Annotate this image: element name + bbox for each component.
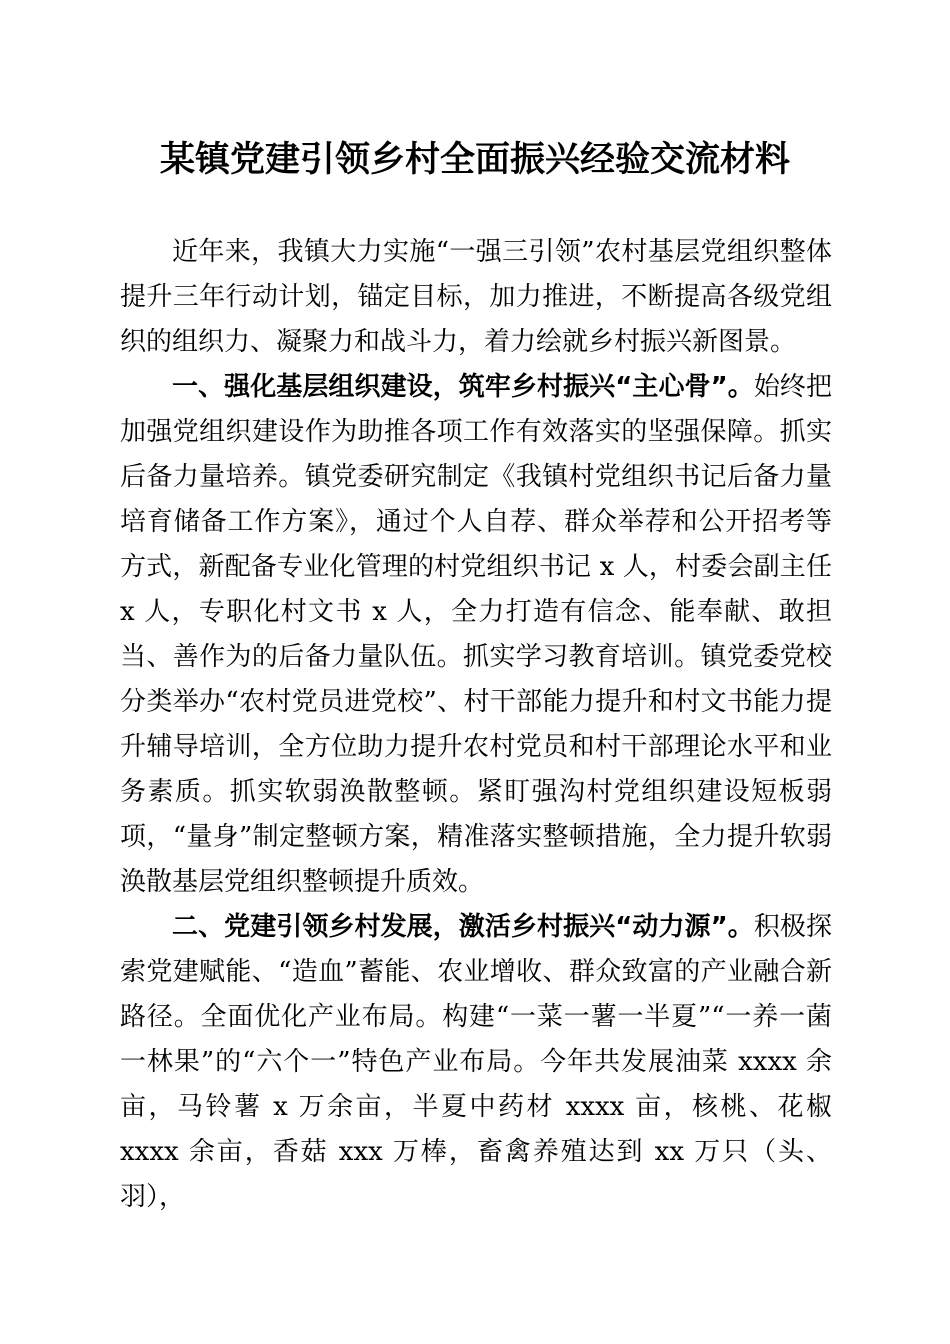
section-2-heading: 二、党建引领乡村发展，激活乡村振兴“动力源”。 — [172, 912, 754, 942]
section-2-body: 积极探索党建赋能、“造血”蓄能、农业增收、群众致富的产业融合新路径。全面优化产业布局。构建“一菜一薯一半夏”“一养一菌一林果”的“六个一”特色产业布局。今年共发展油菜 xxxx 余亩，马铃薯 x 万余亩，半夏中药材 xxxx 亩，核桃、花椒 xxxx 余亩，香菇 xxx 万棒，畜禽养殖达到 xx 万只（头、羽）， — [120, 912, 832, 1212]
section-2-paragraph — [120, 905, 832, 1220]
section-1-heading: 一、强化基层组织建设，筑牢乡村振兴“主心骨”。 — [172, 372, 754, 402]
document-body — [120, 230, 832, 1220]
section-1-paragraph — [120, 365, 832, 905]
section-1-body: 始终把加强党组织建设作为助推各项工作有效落实的坚强保障。抓实后备力量培养。镇党委研究制定《我镇村党组织书记后备力量培育储备工作方案》，通过个人自荐、群众举荐和公开招考等方式，新配备专业化管理的村党组织书记 x 人，村委会副主任 x 人，专职化村文书 x 人，全力打造有信念、能奉献、敢担当、善作为的后备力量队伍。抓实学习教育培训。镇党委党校分类举办“农村党员进党校”、村干部能力提升和村文书能力提升辅导培训，全方位助力提升农村党员和村干部理论水平和业务素质。抓实软弱涣散整顿。紧盯强沟村党组织建设短板弱项，“量身”制定整顿方案，精准落实整顿措施，全力提升软弱涣散基层党组织整顿提升质效。 — [120, 372, 832, 897]
document-title: 某镇党建引领乡村全面振兴经验交流材料 — [159, 139, 790, 180]
intro-paragraph: 近年来，我镇大力实施“一强三引领”农村基层党组织整体提升三年行动计划，锚定目标，加力推进，不断提高各级党组织的组织力、凝聚力和战斗力，着力绘就乡村振兴新图景。 — [120, 237, 832, 357]
